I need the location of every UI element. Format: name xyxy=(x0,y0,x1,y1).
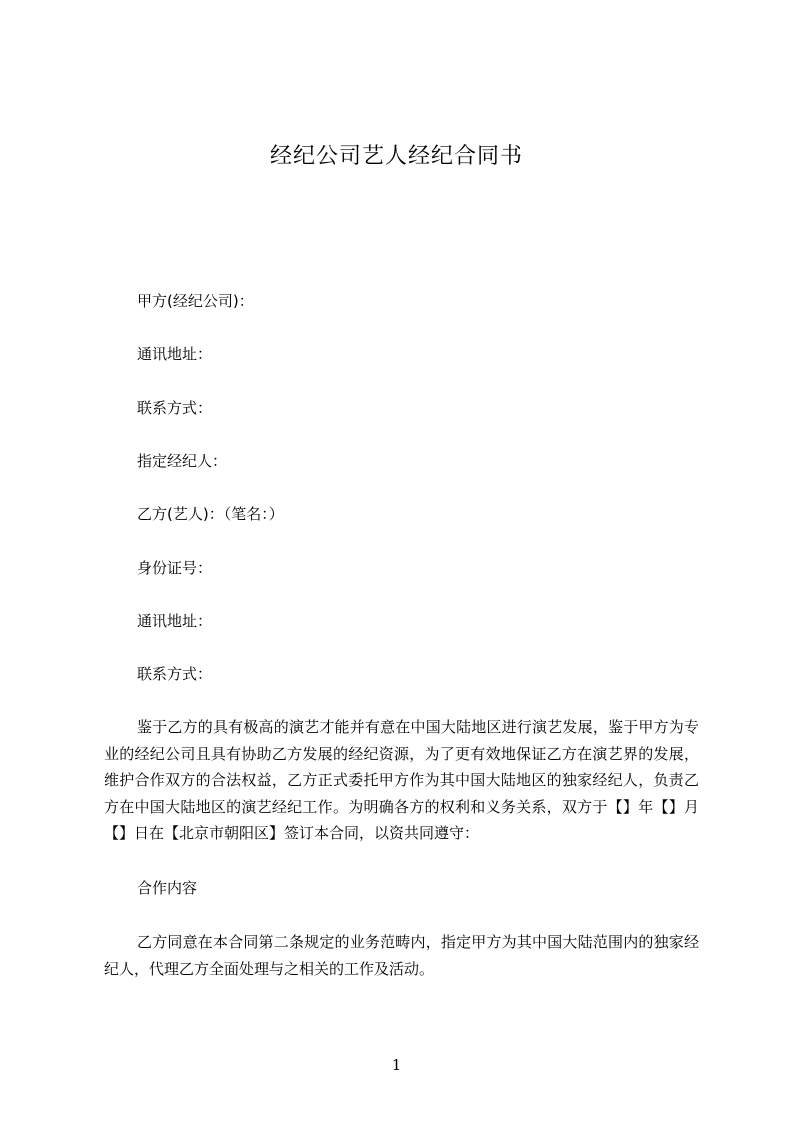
party-a-heading: 甲方(经纪公司)： xyxy=(137,292,254,310)
document-title: 经纪公司艺人经纪合同书 xyxy=(269,144,523,169)
preamble-paragraph: 鉴于乙方的具有极高的演艺才能并有意在中国大陆地区进行演艺发展，鉴于甲方为专业的经纪公司且具有协助乙方发展的经纪资源，为了更有效地保证乙方在演艺界的发展，维护合作双方的合法权益，乙方正式委托甲方作为其中国大陆地区的独家经纪人，负责乙方在中国大陆地区的演艺经纪工作。为明确各方的权利和义务关系，双方于【】年【】月【】日在【北京市朝阳区】签订本合同，以资共同遵守： xyxy=(104,718,699,842)
page-number: 1 xyxy=(391,1056,402,1074)
party-b-address: 通讯地址： xyxy=(137,612,213,630)
party-b-heading: 乙方(艺人)：（笔名：） xyxy=(137,505,284,523)
party-b-contact: 联系方式： xyxy=(137,665,213,683)
party-a-address: 通讯地址： xyxy=(137,345,213,363)
party-a-contact: 联系方式： xyxy=(137,399,213,417)
party-b-id-number: 身份证号： xyxy=(137,559,213,577)
party-a-agent: 指定经纪人： xyxy=(137,452,228,470)
section-body-paragraph: 乙方同意在本合同第二条规定的业务范畴内，指定甲方为其中国大陆范围内的独家经纪人，代理乙方全面处理与之相关的工作及活动。 xyxy=(104,933,699,978)
section-heading: 合作内容 xyxy=(137,879,198,897)
